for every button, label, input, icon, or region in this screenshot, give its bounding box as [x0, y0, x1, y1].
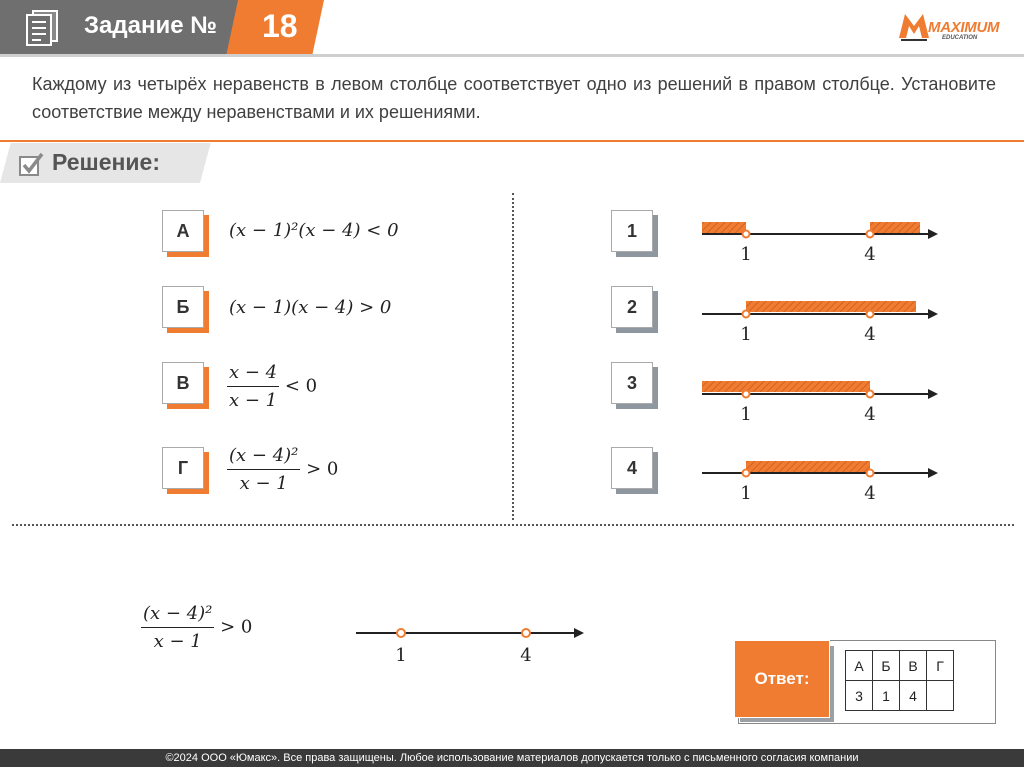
label-tile-b: Б [162, 286, 204, 328]
section-divider [12, 524, 1014, 526]
inequality-a: (x − 1)²(x − 4) < 0 [229, 220, 399, 241]
tick-label: 4 [864, 404, 876, 425]
inequality-v: $\frac{x - 4}{x - 1}$ < 0 [229, 362, 318, 411]
number-line-1 [702, 222, 938, 265]
inequality-b: (x − 1)(x − 4) > 0 [229, 297, 392, 318]
header-underline [0, 54, 1024, 57]
tick-label: 4 [520, 645, 532, 665]
number-line-3 [702, 381, 938, 425]
answer-header: В [900, 651, 927, 681]
answer-value: 4 [900, 681, 927, 711]
answer-value: 1 [873, 681, 900, 711]
task-title: Задание № [84, 12, 217, 39]
column-divider [512, 193, 514, 520]
tick-label: 4 [864, 324, 876, 345]
label-tile-g: Г [162, 447, 204, 489]
label-tile-a: А [162, 210, 204, 252]
answer-table [845, 650, 954, 711]
task-statement: Каждому из четырёх неравенств в левом столбце соответствует одно из решений в правом столбце. Установите соответствие между неравенствами и их решениями. [32, 74, 996, 122]
tick-label: 1 [740, 483, 752, 504]
answer-label: Ответ: [734, 640, 830, 718]
tick-label: 1 [740, 324, 752, 345]
answer-header-row [846, 651, 954, 681]
solution-label: Решение: [52, 149, 161, 175]
answer-value-row [846, 681, 954, 711]
logo-subtext: EDUCATION [942, 35, 978, 41]
footer-copyright: ©2024 ООО «Юмакс». Все права защищены. Любое использование материалов допускается только с письменного согласия компании [0, 749, 1024, 767]
tick-label: 4 [864, 244, 876, 265]
label-tile-1: 1 [611, 210, 653, 252]
tick-label: 1 [740, 404, 752, 425]
worked-number-line [350, 615, 590, 665]
checkbox-checked-icon [18, 151, 46, 179]
answer-value: 3 [846, 681, 873, 711]
label-tile-2: 2 [611, 286, 653, 328]
label-tile-4: 4 [611, 447, 653, 489]
separator-line [0, 140, 1024, 142]
document-icon [24, 9, 64, 47]
number-line-2 [702, 301, 938, 345]
worked-inequality: $\frac{\text{(x − 4)²}}{x - 1}$ > 0 [143, 603, 253, 652]
label-tile-3: 3 [611, 362, 653, 404]
solution-number-lines [690, 200, 950, 510]
task-number: 18 [262, 8, 298, 44]
logo-text: MAXIMUM [928, 19, 1000, 36]
answer-value [927, 681, 954, 711]
tick-label: 1 [395, 645, 407, 665]
number-line-4 [702, 461, 938, 504]
label-tile-v: В [162, 362, 204, 404]
inequality-g: $\frac{\text{(x − 4)²}}{x - 1}$ > 0 [229, 445, 339, 494]
answer-header: А [846, 651, 873, 681]
tick-label: 1 [740, 244, 752, 265]
answer-header: Б [873, 651, 900, 681]
answer-header: Г [927, 651, 954, 681]
tick-label: 4 [864, 483, 876, 504]
